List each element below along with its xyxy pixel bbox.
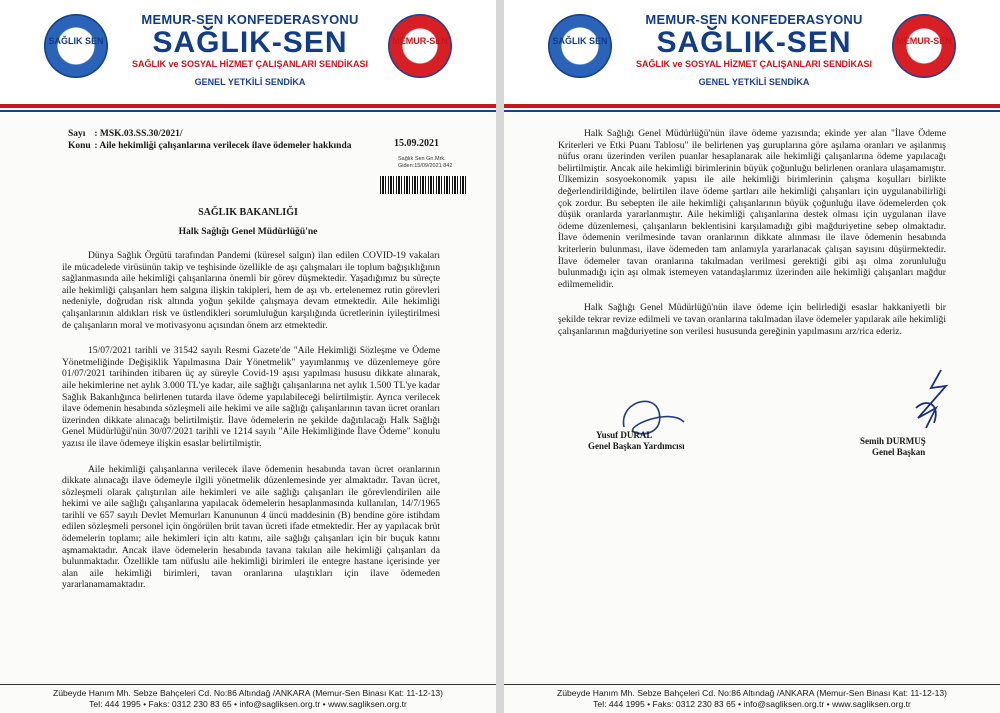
konu-value: : Aile hekimliği çalışanlarına verilecek ilave ödemeler hakkında — [94, 141, 352, 151]
sayi-label: Sayı — [68, 129, 86, 139]
union-subtitle: SAĞLIK ve SOSYAL HİZMET ÇALIŞANLARI SENDİKASI — [131, 59, 369, 69]
signatory-title: Genel Başkan — [872, 447, 926, 457]
org-title-block — [124, 12, 376, 87]
org-title-block — [628, 12, 880, 87]
sagliksen-logo: SAĞLIK SEN — [548, 14, 612, 78]
signature-semih-durmus — [906, 368, 956, 438]
sagliksen-logo: SAĞLIK SEN — [44, 14, 108, 78]
right-body — [558, 128, 946, 337]
authority-label: GENEL YETKİLİ SENDİKA — [698, 77, 810, 87]
paragraph: Halk Sağlığı Genel Müdürlüğü'nün ilave ödeme için belirlediği esaslar hakkaniyetli bir şekilde tekrar revize edilmeli ve tavan oranlarına takılmadan ilave ödemeler yapılarak aile hekimliği çalışanlarının mağduriyetine son verilesi hususunda gereğinin yapılmasını arz/rica ederiz. — [558, 302, 946, 337]
memursen-logo: MEMUR-SEN — [388, 14, 452, 78]
barcode — [380, 176, 466, 194]
paragraph: Halk Sağlığı Genel Müdürlüğü'nün ilave ödeme yazısında; ekinde yer alan "İlave Ödeme Kriterleri ve Etki Puanı Tablosu" ile belirlenen yaş guruplarına göre aşılama oranları ve aşılanmış nüfus oranı üzerinden verilen puanlar hesaplanarak aile hekimliği çalışanlarına ödeme yapılacağı belirtilmiştir. Ancak aile hekimliği birimlerinin büyük çoğunluğu belirlenen oranlara ulaşamamıştır. Ülkemizin sosyoekonomik yapısı ile aile hekimliği birimlerinin çalışma koşulları birlikte değerlendirildiğinde, belirtilen ilave ödeme şartları aile hekimliği çalışanları için uygulanabilirliği çok zordur. Bu sebepten ile aile hekimliği çalışanlarının büyük çoğunluğu ilave ödemelerden çok düşük oranlarda yararlanmıştır. Aile hekimliği çalışanlarına destek olması için uygulanan ilave ödeme düzenlemesi, çalışanların beklentisini karşılamadığı gibi mağduriyetine sebep olmaktadır. İlave ödemenin verilmesinde tavan oranlarının dikkate alınması ile ilave ödemenin hesabında kriterlerin bulunması, ilave ödemeden tam anlamıyla yararlanacak çalışan sayısını düşürmektedir. İlave ödemeler tavan oranlarına takılmadan verilmesi gerektiği gibi aşı olma zorunluluğu bulunmadığı için aşı olmak istemeyen vatandaşlarımız üzerinden aile hekimliği çalışanları mağdur edilmemelidir. — [558, 128, 946, 290]
letter-meta — [68, 128, 351, 152]
recipient-ministry: SAĞLIK BAKANLIĞI — [198, 207, 298, 218]
footer — [0, 684, 496, 710]
footer-contact: Tel: 444 1995 • Faks: 0312 230 83 65 • info@sagliksen.org.tr • www.sagliksen.org.tr — [89, 699, 407, 709]
signatory-name: Semih DURMUŞ — [860, 436, 926, 446]
union-name: SAĞLIK-SEN — [656, 26, 852, 59]
letter-date: 15.09.2021 — [394, 138, 439, 149]
paragraph: 15/07/2021 tarihli ve 31542 sayılı Resmi Gazete'de "Aile Hekimliği Sözleşme ve Ödeme Yönetmeliğinde Değişiklik Yapılmasına Dair Yönetmelik" yayımlanmış ve düzenlemeye göre 01/07/2021 tarihinden itibaren üç ay süreyle Covid-19 aşısı yapılması hususu dikkate alınarak, aile hekimlerine net aylık 3.000 TL'ye kadar, aile sağlığı çalışanlarına net aylık 1.500 TL'ye kadar Sağlık Bakanlığınca belirlenen tutarda ilave ödeme yapılabileceği belirtilmiştir. Ayrıca verilecek ilave ödemenin hesabında sözleşmeli aile hekimi ve aile sağlığı çalışanlarının tavan ücret oranları üzerinden dikkate alınacağı belirtilmiştir. İlave ödemelerin ne şekilde dağıtılacağı Halk Sağlığı Genel Müdürlüğü'nün 30/07/2021 tarihli ve 1214 sayılı "Aile Hekimliğinde İlave Ödeme" konulu yazısı ile ilave ödemeye ilişkin esaslar belirtilmiştir. — [62, 345, 440, 449]
letter-page-2 — [504, 0, 1000, 713]
footer-contact: Tel: 444 1995 • Faks: 0312 230 83 65 • info@sagliksen.org.tr • www.sagliksen.org.tr — [593, 699, 911, 709]
confederation-name: MEMUR-SEN KONFEDERASYONU — [645, 12, 863, 27]
left-body — [62, 250, 440, 591]
letter-page-1 — [0, 0, 496, 713]
authority-label: GENEL YETKİLİ SENDİKA — [194, 77, 306, 87]
signatory-name: Yusuf DURAL — [596, 430, 653, 440]
recipient-directorate: Halk Sağlığı Genel Müdürlüğü'ne — [178, 226, 318, 237]
union-subtitle: SAĞLIK ve SOSYAL HİZMET ÇALIŞANLARI SENDİKASI — [635, 59, 873, 69]
union-name: SAĞLIK-SEN — [152, 26, 348, 59]
paragraph: Dünya Sağlık Örgütü tarafından Pandemi (küresel salgın) ilan edilen COVID-19 vakaları ile mücadelede virüsünün takip ve teşhisinde özellikle de aşı çalışmaları ile toplum bağışıklığının sağlanmasında aile hekimliği çalışanlarına önemli bir görev düşmektedir. Yaşadığımız bu süreçte aile hekimliği çalışanları hem salgına ilişkin takipleri, hem de aşı vb. ertelenemez rutin görevleri nedeniyle, doğrudan risk altında yoğun şekilde çalışmaya devam etmektedir. Aile hekimliği çalışanlarının aldıkları risk ve üstlendikleri sorumluluğun karşılığında ücretlerinin iyileştirilmesi de çalışanların moral ve motivasyonu açısından önem arz etmektedir. — [62, 250, 440, 331]
footer-address: Zübeyde Hanım Mh. Sebze Bahçeleri Cd. No:86 Altındağ /ANKARA (Memur-Sen Binası Kat: 11-12-13) — [52, 688, 444, 698]
footer — [504, 684, 1000, 710]
confederation-name: MEMUR-SEN KONFEDERASYONU — [141, 12, 359, 27]
paragraph: Aile hekimliği çalışanlarına verilecek ilave ödemenin hesabında tavan ücret oranlarının dikkate alınacağı ilave ödemeyle ilgili yönetmelik düzenlemesinde yer almaktadır. Tavan ücret, sözleşmeli olarak çalıştırılan aile hekimleri ve aile sağlığı çalışanları ile görevlendirilen aile hekimi ve aile sağlığı çalışanlarına yapılacak ödemelerin hesaplanmasında kullanılan, 14/7/1965 tarihli ve 657 sayılı Devlet Memurları Kanununun 4 üncü maddesinin (B) bendine göre istihdam edilen sözleşmeli personel için öngörülen brüt tavan ücreti ifade etmektedir. Her ay yapılacak brüt ödemelerin toplamı; aile hekimleri için altı katını, aile sağlığı çalışanları için bir buçuk katını aşmamaktadır. Ancak ilave ödemelerin hesabında tavana takılan aile hekimliği çalışanları da bulunmaktadır. Özellikle tam nüfuslu aile hekimliği birimleri ile entegre hastane içerisinde yer alan aile hekimliği birimleri, tavan oranlarına ulaştıkları için ilave ödemeden yararlanamamaktadır. — [62, 463, 440, 591]
sayi-value: : MSK.03.SS.30/2021/ — [94, 129, 183, 139]
konu-label: Konu — [68, 141, 91, 151]
letterhead — [504, 0, 1000, 110]
memursen-logo: MEMUR-SEN — [892, 14, 956, 78]
registry-stamp: Sağlık Sen Gn.Mrk. Giden:15/09/2021 842 — [398, 156, 453, 169]
signatory-president — [860, 436, 926, 458]
page-gutter — [496, 0, 504, 713]
footer-address: Zübeyde Hanım Mh. Sebze Bahçeleri Cd. No:86 Altındağ /ANKARA (Memur-Sen Binası Kat: 11-12-13) — [556, 688, 948, 698]
signatory-title: Genel Başkan Yardımcısı — [588, 441, 685, 451]
letterhead — [0, 0, 496, 110]
signatory-deputy — [588, 430, 685, 452]
